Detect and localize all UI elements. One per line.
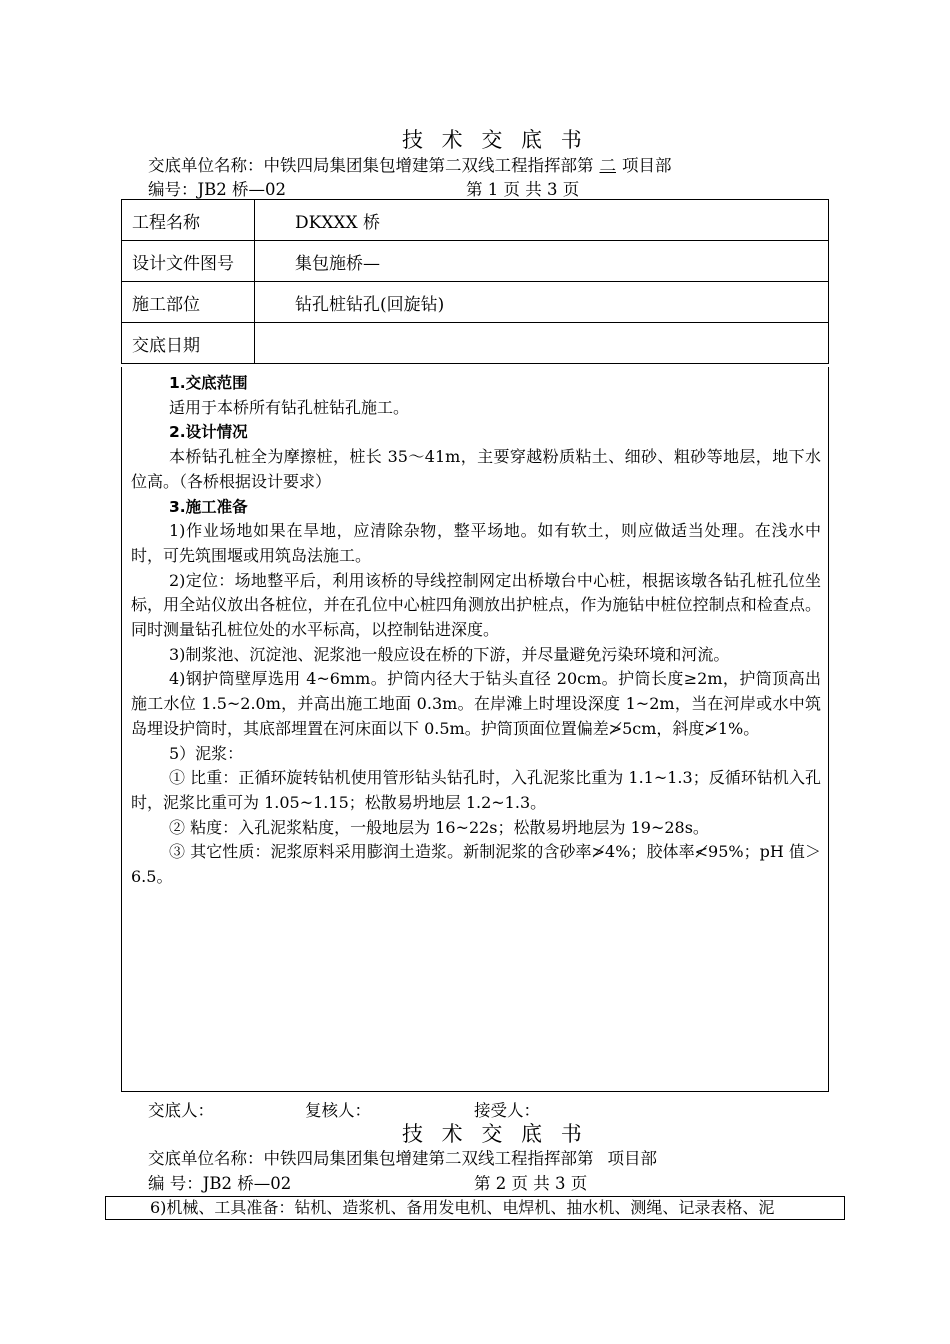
- content-box: [121, 367, 829, 1092]
- document-code-page2: 编 号：JB2 桥—02: [148, 1174, 292, 1193]
- unit-name-suffix: 项目部: [622, 156, 672, 175]
- paragraph-casing: 4)钢护筒壁厚选用 4~6mm。护筒内径大于钻头直径 20cm。护筒长度≥2m，护筒顶高出施工水位 1.5~2.0m，并高出施工地面 0.3m。在岸滩上时埋设深度 1~2m，当在河岸或水中筑岛埋设护筒时，其底部埋置在河床面以下 0.5m。护筒顶面位置偏差≯5cm，斜度≯1%。: [131, 669, 821, 738]
- reviewer-label: 复核人：: [305, 1101, 371, 1120]
- unit-name-line: [148, 152, 672, 176]
- unit-number: 二: [599, 156, 616, 175]
- paragraph-pools: 3)制浆池、沉淀池、泥浆池一般应设在桥的下游，并尽量避免污染环境和河流。: [169, 644, 730, 664]
- document-title: 技 术 交 底 书: [402, 128, 588, 152]
- section-heading-scope: 1.交底范围: [169, 374, 248, 392]
- drawing-no-label: 设计文件图号: [122, 241, 255, 282]
- unit-name-prefix: 交底单位名称：中铁四局集团集包增建第二双线工程指挥部第: [148, 156, 594, 175]
- project-name-value: DKXXX 桥: [255, 200, 829, 241]
- unit-name-suffix: 项目部: [607, 1149, 657, 1168]
- paragraph-design: 本桥钻孔桩全为摩擦桩，桩长 35～41m，主要穿越粉质粘土、细砂、粗砂等地层，地下水位高。（各桥根据设计要求）: [131, 447, 821, 491]
- table-row: [122, 323, 829, 364]
- paragraph-site: 1)作业场地如果在旱地，应清除杂物，整平场地。如有软土，则应做适当处理。在浅水中时，可先筑围堰或用筑岛法施工。: [131, 521, 821, 565]
- table-row: [122, 282, 829, 323]
- project-name-label: 工程名称: [122, 200, 255, 241]
- document-title-page2: 技 术 交 底 书: [402, 1122, 588, 1146]
- handover-date-label: 交底日期: [122, 323, 255, 364]
- table-row: [122, 241, 829, 282]
- content-box-page2: [105, 1196, 845, 1220]
- drawing-no-value: 集包施桥—: [255, 241, 829, 282]
- unit-number-blank: [594, 1163, 608, 1164]
- paragraph-mud-density: ① 比重：正循环旋转钻机使用管形钻头钻孔时，入孔泥浆比重为 1.1~1.3；反循环钻机入孔时，泥浆比重可为 1.05~1.15；松散易坍地层 1.2~1.3。: [131, 768, 821, 812]
- content-body: [131, 371, 821, 890]
- info-table: [121, 199, 829, 364]
- paragraph-mud: 5）泥浆：: [169, 743, 244, 763]
- document-code: 编号：JB2 桥—02: [148, 180, 286, 199]
- construction-part-label: 施工部位: [122, 282, 255, 323]
- section-heading-preparation: 3.施工准备: [169, 497, 248, 516]
- presenter-label: 交底人：: [148, 1101, 214, 1120]
- table-row: [122, 200, 829, 241]
- paragraph-positioning: 2)定位：场地整平后，利用该桥的导线控制网定出桥墩台中心桩，根据该墩各钻孔桩孔位坐标，用全站仪放出各桩位，并在孔位中心桩四角测放出护桩点，作为施钻中桩位控制点和检查点。同时测量钻孔桩位处的水平标高，以控制钻进深度。: [131, 570, 821, 640]
- receiver-label: 接受人：: [474, 1101, 540, 1120]
- page-number-page2: 第 2 页 共 3 页: [474, 1174, 588, 1193]
- construction-part-value: 钻孔桩钻孔(回旋钻): [255, 282, 829, 323]
- unit-name-line-page2: [148, 1145, 657, 1169]
- paragraph-mud-other: ③ 其它性质：泥浆原料采用膨润土造浆。新制泥浆的含砂率≯4%；胶体率≮95%；pH 值＞6.5。: [131, 842, 821, 887]
- section-heading-design: 2.设计情况: [169, 423, 248, 442]
- page-number: 第 1 页 共 3 页: [466, 180, 580, 199]
- paragraph-equipment: 6)机械、工具准备：钻机、造浆机、备用发电机、电焊机、抽水机、测绳、记录表格、泥: [150, 1198, 775, 1217]
- paragraph-scope: 适用于本桥所有钻孔桩钻孔施工。: [169, 397, 410, 417]
- paragraph-mud-viscosity: ② 粘度：入孔泥浆粘度，一般地层为 16~22s；松散易坍地层为 19~28s。: [169, 817, 709, 837]
- handover-date-value: [255, 323, 829, 364]
- unit-name-prefix: 交底单位名称：中铁四局集团集包增建第二双线工程指挥部第: [148, 1149, 594, 1168]
